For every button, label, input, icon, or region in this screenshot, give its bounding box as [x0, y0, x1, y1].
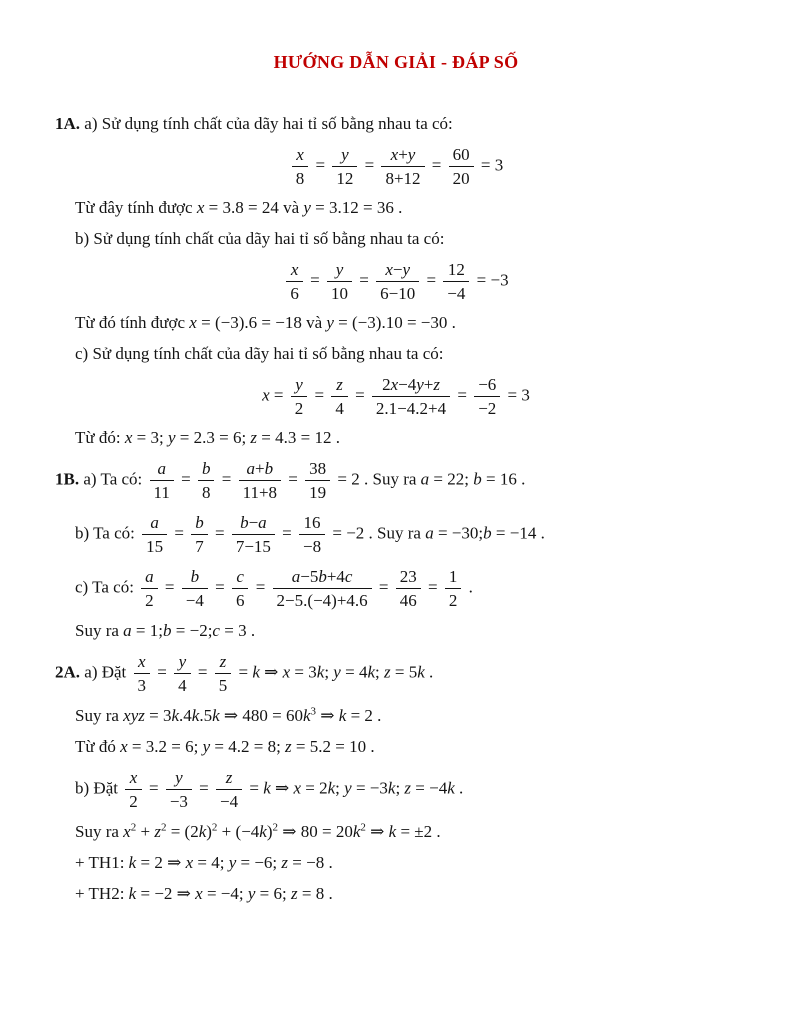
fraction [215, 651, 232, 696]
fraction-numerator: c [232, 566, 249, 589]
text-run: + TH1: [75, 853, 129, 872]
math-run: = [426, 270, 437, 290]
fraction-denominator: 2−5.(−4)+4.6 [276, 591, 368, 610]
fraction-numerator: a+b [239, 458, 281, 481]
math-run: y = (−3).10 = −30 [326, 313, 448, 332]
math-run: = [359, 270, 369, 290]
math-run: = [364, 155, 375, 175]
text-run: a) Sử dụng tính chất của dãy hai tỉ số bằng nhau ta có: [80, 114, 453, 133]
math-run: = 2 [337, 469, 360, 489]
fraction-numerator: x [134, 651, 151, 674]
fraction-denominator: 6 [235, 591, 245, 610]
fraction-numerator: −6 [474, 374, 500, 397]
text-run: và [301, 313, 327, 332]
math-run: = [457, 385, 467, 405]
fraction-denominator: 46 [399, 591, 417, 610]
text-run: b) Đặt [75, 778, 123, 798]
math-run: = k ⇒ x = 2k; y = −3k; z = −4k [249, 778, 455, 798]
fraction-denominator: 11+8 [242, 483, 278, 502]
math-run: = [282, 523, 292, 543]
math-run: x = 3; y = 2.3 = 6; z = 4.3 = 12 [124, 428, 332, 447]
line-1A-c-intro [55, 343, 737, 365]
math-run: $x^2 + z^2 = (2k)^2 + (-4k)^2$ ⇒ $80 = 20k^2$ ⇒ k = ±2 [123, 821, 433, 841]
fraction-denominator: −3 [169, 792, 188, 811]
fraction [449, 144, 474, 189]
fraction [166, 767, 192, 812]
math-run: = [431, 155, 442, 175]
fraction-numerator: a [141, 566, 158, 589]
exercise-label: 2A. [55, 662, 81, 682]
text-run: và [278, 198, 304, 217]
math-run: = k ⇒ x = 3k; y = 4k; z = 5k [238, 662, 425, 682]
fraction [292, 144, 309, 189]
fraction-numerator: 12 [443, 259, 469, 282]
solution-content [55, 113, 737, 905]
line-2A-b-th2 [55, 883, 737, 905]
fraction-numerator: b [182, 566, 208, 589]
fraction [286, 259, 303, 304]
fraction-numerator: 38 [305, 458, 330, 481]
fraction-numerator: z [331, 374, 348, 397]
text-run: . [447, 313, 456, 332]
superscript: 2 [272, 821, 278, 834]
superscript: 2 [160, 821, 167, 834]
math-run: = [428, 577, 438, 597]
math-run: a = 22; b = 16 [420, 469, 517, 489]
fraction [125, 767, 142, 812]
fraction-numerator: b [198, 458, 215, 481]
fraction-numerator: z [215, 651, 232, 674]
math-run: = [215, 577, 225, 597]
math-run: = [148, 778, 159, 798]
fraction-denominator: 8 [295, 169, 305, 188]
math-run: = [214, 523, 225, 543]
fraction [150, 458, 174, 503]
text-run: . [324, 853, 333, 872]
fraction-denominator: −2 [478, 399, 497, 418]
line-2A-b-th1 [55, 852, 737, 874]
fraction-denominator: 8 [201, 483, 211, 502]
text-run: . [331, 428, 340, 447]
text-run: Suy ra [75, 706, 124, 725]
math-run: = [174, 523, 184, 543]
fraction-numerator: x+y [381, 144, 424, 167]
math-run: x = [262, 385, 284, 405]
text-run: . [324, 884, 333, 903]
eq-1A-a [55, 144, 737, 189]
fraction-denominator: 8+12 [385, 169, 421, 188]
text-run: c) Ta có: [75, 577, 139, 597]
fraction [239, 458, 281, 503]
text-run: Từ đó: [75, 428, 125, 447]
fraction [142, 512, 167, 557]
line-1A-a-intro [55, 113, 737, 135]
fraction-denominator: 7 [195, 537, 204, 556]
fraction [372, 374, 450, 419]
fraction-denominator: 6−10 [380, 284, 416, 303]
fraction [443, 259, 469, 304]
math-run: = [288, 469, 298, 489]
exercise-label: 1B. [55, 469, 80, 489]
fraction-denominator: 11 [153, 483, 170, 502]
fraction [191, 512, 208, 557]
fraction-denominator: 3 [137, 676, 147, 695]
text-run: Từ đây tính được [75, 198, 197, 217]
fraction-denominator: 12 [336, 169, 354, 188]
fraction-denominator: 6 [290, 284, 299, 303]
text-run: Suy ra [75, 822, 124, 841]
math-run: a = −30;b = −14 [425, 523, 537, 543]
eq-1A-b [55, 259, 737, 304]
fraction-numerator: a [150, 458, 174, 481]
math-run: xyz = 3k.4k.5k ⇒ $480 = 60k^3$ ⇒ k = 2 [123, 705, 373, 725]
text-run: b) Sử dụng tính chất của dãy hai tỉ số bằng nhau ta có: [75, 229, 445, 248]
fraction-denominator: 7−15 [235, 537, 271, 556]
fraction-numerator: x [292, 144, 309, 167]
line-2A-a-result [55, 736, 737, 758]
fraction [327, 259, 352, 304]
fraction [182, 566, 208, 611]
fraction [216, 767, 242, 812]
fraction-denominator: 2 [145, 591, 154, 610]
fraction [134, 651, 151, 696]
page-title: HƯỚNG DẪN GIẢI - ĐÁP SỐ [273, 52, 519, 72]
math-run: x = (−3).6 = −18 [189, 313, 302, 332]
fraction-numerator: 60 [449, 144, 474, 167]
fraction-denominator: 2.1−4.2+4 [375, 399, 447, 418]
fraction-numerator: x [286, 259, 303, 282]
text-run: . [372, 706, 382, 725]
exercise-label: 1A. [55, 114, 81, 133]
text-run: . [393, 198, 403, 217]
text-run: . [516, 469, 526, 489]
fraction-numerator: 1 [445, 566, 462, 589]
fraction-numerator: x−y [376, 259, 419, 282]
math-run: = 3 [480, 155, 504, 175]
line-2A-b [55, 767, 737, 812]
fraction [305, 458, 330, 503]
line-1B-c [55, 566, 737, 611]
text-run: + TH2: [75, 884, 129, 903]
math-run: y = 3.12 = 36 [303, 198, 394, 217]
math-run: x = 3.8 = 24 [196, 198, 279, 217]
fraction-numerator: b−a [232, 512, 275, 535]
fraction-numerator: a−5b+4c [273, 566, 372, 589]
fraction-numerator: a [142, 512, 167, 535]
text-run: a) Đặt [80, 662, 131, 682]
text-run: . Suy ra [359, 469, 421, 489]
fraction-denominator: −4 [447, 284, 466, 303]
fraction-numerator: y [327, 259, 352, 282]
math-run: = [199, 778, 209, 798]
fraction-denominator: 2 [294, 399, 304, 418]
math-run: a = 1;b = −2;c = 3 [123, 621, 247, 640]
eq-1A-c [55, 374, 737, 419]
math-run: = [315, 155, 326, 175]
math-run: = [197, 662, 208, 682]
math-run: k = −2 ⇒ x = −4; y = 6; z = 8 [128, 884, 325, 903]
fraction-denominator: 20 [452, 169, 470, 188]
math-run: = [378, 577, 389, 597]
math-run: = −2 [332, 523, 365, 543]
text-run: Suy ra [75, 621, 124, 640]
fraction [381, 144, 424, 189]
fraction [273, 566, 372, 611]
fraction-denominator: 2 [448, 591, 458, 610]
text-run: . [464, 577, 473, 597]
fraction [291, 374, 308, 419]
math-run: = [255, 577, 266, 597]
fraction-numerator: z [216, 767, 242, 790]
fraction-numerator: b [191, 512, 208, 535]
math-run: = [355, 385, 365, 405]
fraction-numerator: 16 [299, 512, 325, 535]
text-run: . [424, 662, 434, 682]
text-run: . [366, 737, 375, 756]
line-2A-b-step [55, 821, 737, 843]
line-1A-c-result [55, 427, 737, 449]
fraction-denominator: 19 [309, 483, 327, 502]
fraction-denominator: 2 [129, 792, 138, 811]
line-2A-a [55, 651, 737, 696]
superscript: 2 [130, 821, 137, 834]
fraction [232, 512, 275, 557]
math-run: = [314, 385, 325, 405]
text-run: Từ đó [75, 737, 121, 756]
fraction-denominator: 10 [331, 284, 349, 303]
line-1A-b-result [55, 312, 737, 334]
text-run: . [432, 822, 441, 841]
fraction [445, 566, 462, 611]
fraction [332, 144, 357, 189]
text-run: c) Sử dụng tính chất của dãy hai tỉ số bằng nhau ta có: [75, 344, 444, 363]
fraction-numerator: 23 [396, 566, 421, 589]
fraction [376, 259, 419, 304]
fraction-denominator: −4 [185, 591, 204, 610]
text-run: . [536, 523, 545, 543]
math-run: = −3 [476, 270, 509, 290]
fraction [474, 374, 500, 419]
text-run: . [454, 778, 464, 798]
line-1B-c-result [55, 620, 737, 642]
text-run: . [246, 621, 256, 640]
fraction [141, 566, 158, 611]
fraction-denominator: −8 [303, 537, 322, 556]
text-run: Từ đó tính được [75, 313, 190, 332]
fraction-denominator: 5 [218, 676, 228, 695]
math-run: = [310, 270, 320, 290]
fraction [198, 458, 215, 503]
fraction-denominator: 4 [178, 676, 187, 695]
math-run: = 3 [507, 385, 530, 405]
fraction-numerator: 2x−4y+z [372, 374, 450, 397]
fraction [174, 651, 191, 696]
math-run: = [164, 577, 175, 597]
math-run: k = 2 ⇒ x = 4; y = −6; z = −8 [128, 853, 325, 872]
fraction-numerator: x [125, 767, 142, 790]
fraction [232, 566, 249, 611]
math-run: = [221, 469, 232, 489]
fraction-numerator: y [332, 144, 357, 167]
text-run: b) Ta có: [75, 523, 140, 543]
fraction-denominator: 4 [335, 399, 344, 418]
text-run: . Suy ra [364, 523, 426, 543]
superscript: 2 [211, 821, 218, 834]
fraction-numerator: y [291, 374, 308, 397]
fraction [299, 512, 325, 557]
text-run: a) Ta có: [79, 469, 147, 489]
fraction [331, 374, 348, 419]
line-1B-a [55, 458, 737, 503]
superscript: 3 [310, 705, 317, 718]
math-run: = [157, 662, 167, 682]
math-run: = [181, 469, 191, 489]
fraction [396, 566, 421, 611]
line-2A-a-step [55, 705, 737, 727]
fraction-denominator: −4 [220, 792, 239, 811]
math-run: x = 3.2 = 6; y = 4.2 = 8; z = 5.2 = 10 [120, 737, 367, 756]
fraction-numerator: y [174, 651, 191, 674]
line-1A-b-intro [55, 228, 737, 250]
line-1A-a-result [55, 197, 737, 219]
fraction-numerator: y [166, 767, 192, 790]
superscript: 2 [360, 821, 366, 834]
fraction-denominator: 15 [146, 537, 164, 556]
line-1B-b [55, 512, 737, 557]
